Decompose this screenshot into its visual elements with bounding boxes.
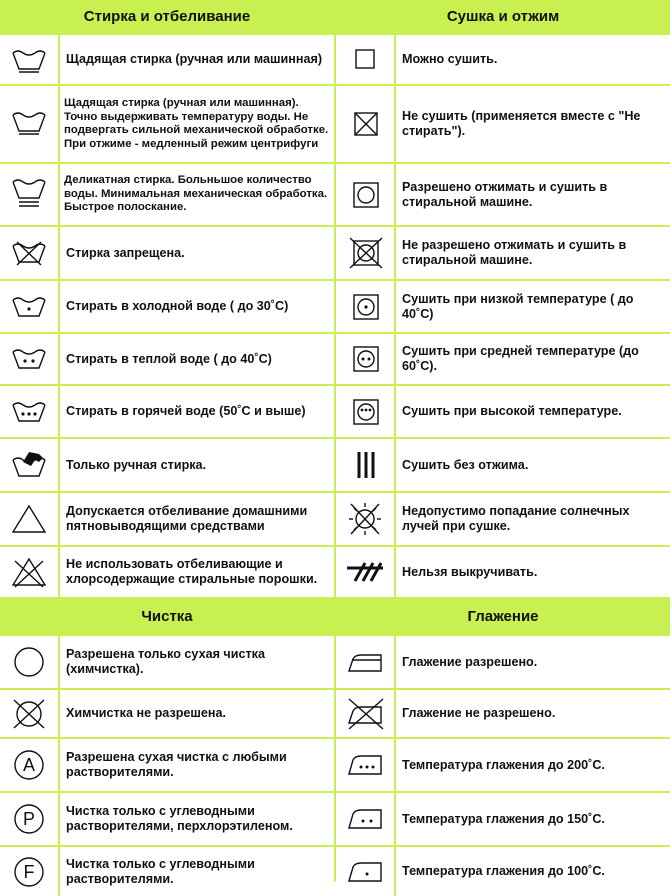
list-item (0, 739, 334, 791)
iron-icon (336, 636, 394, 688)
item-text: Стирать в теплой воде ( до 40˚С) (60, 334, 334, 384)
list-item (0, 847, 334, 896)
triangle-crossed-icon (0, 547, 58, 597)
hand-wash-icon (0, 439, 58, 491)
list-item (0, 334, 334, 384)
iron-one-dot-icon (336, 847, 394, 896)
iron-two-dots-icon (336, 793, 394, 845)
item-text: Глажение не разрешено. (396, 690, 670, 737)
item-text: Сушить при высокой температуре. (396, 386, 670, 437)
svg-text:P: P (22, 809, 36, 829)
circle-a-icon (0, 739, 58, 791)
iron-crossed-icon (336, 690, 394, 737)
circle-f-icon (0, 847, 58, 896)
section-title-dry: Сушка и отжим (336, 0, 670, 33)
section-title-clean: Чистка (0, 599, 334, 634)
circle-p-icon (0, 793, 58, 845)
section-title-iron: Глажение (336, 599, 670, 634)
list-item (0, 636, 334, 688)
tumble-dry-three-dots-icon (336, 386, 394, 437)
item-text: Химчистка не разрешена. (60, 690, 334, 737)
list-item (336, 636, 670, 688)
list-item (0, 690, 334, 737)
circle-icon (0, 636, 58, 688)
item-text: Температура глажения до 100˚С. (396, 847, 670, 896)
left-column (0, 0, 334, 896)
tumble-dry-icon (336, 164, 394, 225)
item-text: Сушить при низкой температуре ( до 40˚С) (396, 281, 670, 332)
item-text: Допускается отбеливание домашними пятновыводящими средствами (60, 493, 334, 545)
list-item (336, 164, 670, 225)
item-text: Сушить без отжима. (396, 439, 670, 491)
list-item (336, 281, 670, 332)
list-item (0, 493, 334, 545)
list-item (336, 793, 670, 845)
list-item (336, 690, 670, 737)
list-item (0, 227, 334, 279)
washtub-two-dots-icon (0, 334, 58, 384)
list-item (336, 227, 670, 279)
list-item (0, 439, 334, 491)
item-text: Щадящая стирка (ручная или машинная) (60, 35, 334, 84)
no-wring-icon (336, 547, 394, 597)
washtub-crossed-icon (0, 227, 58, 279)
item-text: Глажение разрешено. (396, 636, 670, 688)
item-text: Чистка только с углеводными растворителями, перхлорэтиленом. (60, 793, 334, 845)
item-text: Температура глажения до 200˚С. (396, 739, 670, 791)
triangle-icon (0, 493, 58, 545)
washtub-one-dot-icon (0, 281, 58, 332)
item-text: Сушить при средней температуре (до 60˚С). (396, 334, 670, 384)
washtub-delicate-icon (0, 164, 58, 225)
list-item (336, 847, 670, 896)
list-item (0, 793, 334, 845)
right-column (336, 0, 670, 896)
item-text: Разрешено отжимать и сушить в стиральной машине. (396, 164, 670, 225)
washtub-three-dots-icon (0, 386, 58, 437)
item-text: Чистка только с углеводными растворителями. (60, 847, 334, 896)
list-item (0, 386, 334, 437)
square-crossed-icon (336, 86, 394, 162)
item-text: Только ручная стирка. (60, 439, 334, 491)
list-item (336, 35, 670, 84)
list-item (0, 547, 334, 597)
washtub-gentle-strict-icon (0, 86, 58, 162)
item-text: Не сушить (применяется вместе с "Не стирать"). (396, 86, 670, 162)
list-item (336, 439, 670, 491)
item-text: Не использовать отбеливающие и хлорсодержащие стиральные порошки. (60, 547, 334, 597)
three-lines-icon (336, 439, 394, 491)
list-item (0, 281, 334, 332)
circle-crossed-icon (0, 690, 58, 737)
list-item (336, 739, 670, 791)
item-text: Деликатная стирка. Больньшое количество воды. Минимальная механическая обработка. Быстрое полоскание. (60, 164, 334, 225)
tumble-dry-crossed-icon (336, 227, 394, 279)
item-text: Стирать в горячей воде (50˚С и выше) (60, 386, 334, 437)
item-text: Можно сушить. (396, 35, 670, 84)
iron-three-dots-icon (336, 739, 394, 791)
sun-crossed-icon (336, 493, 394, 545)
svg-text:F: F (23, 861, 35, 882)
washtub-gentle-icon (0, 35, 58, 84)
item-text: Нельзя выкручивать. (396, 547, 670, 597)
item-text: Разрешена только сухая чистка (химчистка). (60, 636, 334, 688)
square-icon (336, 35, 394, 84)
tumble-dry-one-dot-icon (336, 281, 394, 332)
item-text: Стирка запрещена. (60, 227, 334, 279)
list-item (336, 86, 670, 162)
item-text: Разрешена сухая чистка с любыми растворителями. (60, 739, 334, 791)
list-item (336, 334, 670, 384)
list-item (0, 35, 334, 84)
item-text: Щадящая стирка (ручная или машинная). Точно выдерживать температуру воды. Не подвергать сильной механической обработке. При отжиме - медленный режим центрифуги (60, 86, 334, 162)
list-item (336, 386, 670, 437)
list-item (336, 493, 670, 545)
item-text: Стирать в холодной воде ( до 30˚С) (60, 281, 334, 332)
item-text: Температура глажения до 150˚С. (396, 793, 670, 845)
section-title-wash: Стирка и отбеливание (0, 0, 334, 33)
list-item (0, 164, 334, 225)
list-item (0, 86, 334, 162)
list-item (336, 547, 670, 597)
item-text: Недопустимо попадание солнечных лучей при сушке. (396, 493, 670, 545)
item-text: Не разрешено отжимать и сушить в стиральной машине. (396, 227, 670, 279)
tumble-dry-two-dots-icon (336, 334, 394, 384)
svg-text:A: A (22, 755, 36, 775)
